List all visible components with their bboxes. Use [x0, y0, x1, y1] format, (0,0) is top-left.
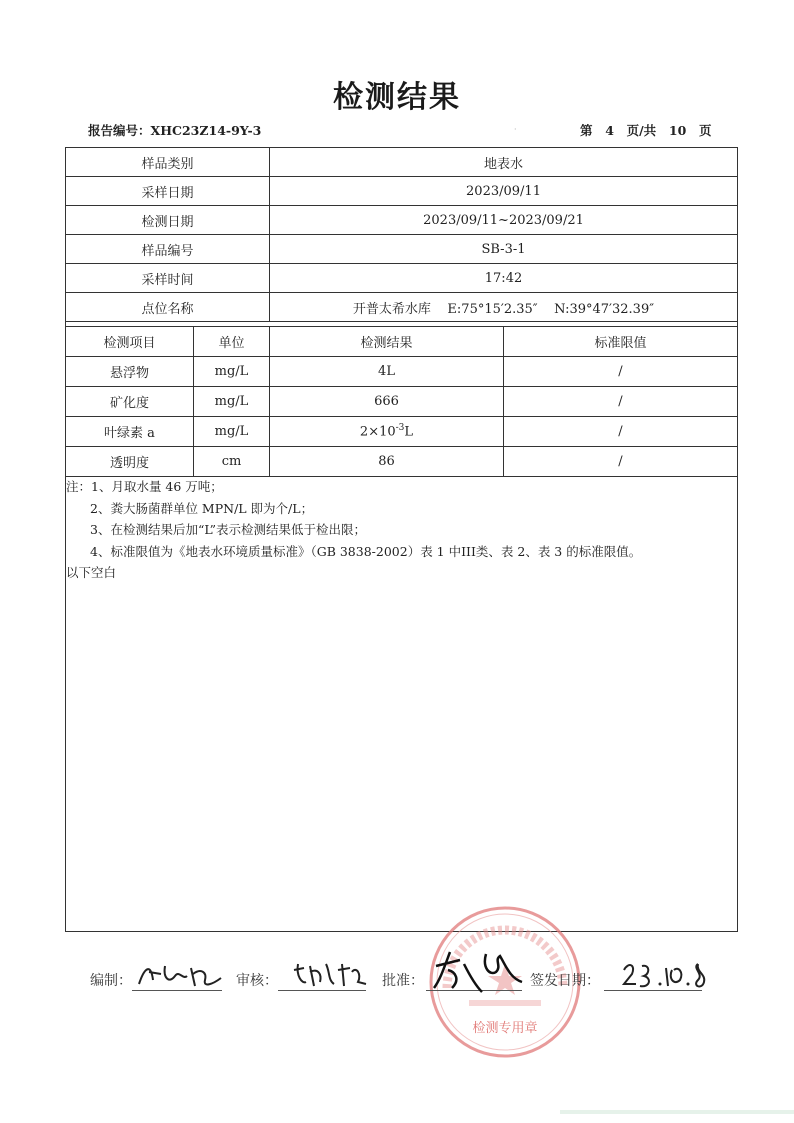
- col-header-limit: 标准限值: [504, 327, 738, 357]
- cell-limit: /: [504, 357, 738, 387]
- sample-info-table: [65, 147, 738, 322]
- info-row: [66, 264, 738, 293]
- reviewed-signature-icon: [290, 958, 370, 994]
- approved-signature-icon: [430, 946, 526, 998]
- seal-text: 检测专用章: [472, 1021, 538, 1036]
- col-header-item: 检测项目: [66, 327, 194, 357]
- page-indicator: 第 4 页/共 10 页: [580, 123, 712, 138]
- cell-result: 86: [270, 447, 504, 477]
- table-row: [66, 417, 738, 447]
- note-line: 2、粪大肠菌群单位 MPN/L 即为个/L；: [90, 500, 314, 516]
- info-label: 检测日期: [66, 206, 270, 235]
- info-label: 采样日期: [66, 177, 270, 206]
- cell-limit: /: [504, 417, 738, 447]
- cell-unit: mg/L: [194, 357, 270, 387]
- cell-item: 悬浮物: [66, 357, 194, 387]
- cell-result: [270, 417, 504, 447]
- page-title: 检测结果: [333, 80, 461, 115]
- note-line: 3、在检测结果后加“L”表示检测结果低于检出限；: [90, 522, 367, 537]
- info-label: 点位名称: [66, 293, 270, 322]
- info-row: [66, 293, 738, 322]
- info-label: 采样时间: [66, 264, 270, 293]
- cell-result: 4L: [270, 357, 504, 387]
- report-number-value: XHC23Z14-9Y-3: [150, 123, 262, 138]
- signature-row: [0, 964, 794, 1004]
- cell-item: 叶绿素 a: [66, 417, 194, 447]
- table-row: [66, 387, 738, 417]
- info-row: [66, 235, 738, 264]
- results-table: [65, 326, 738, 477]
- cell-limit: /: [504, 387, 738, 417]
- cell-item: 矿化度: [66, 387, 194, 417]
- result-exponent: -3: [395, 423, 405, 434]
- info-value: 17:42: [270, 264, 738, 293]
- cell-unit: mg/L: [194, 387, 270, 417]
- cell-result: 666: [270, 387, 504, 417]
- note-line: 注：1、月取水量 46 万吨；: [66, 479, 223, 494]
- col-header-unit: 单位: [194, 327, 270, 357]
- report-number: [88, 121, 261, 139]
- prepared-by-label: 编制：: [90, 973, 132, 989]
- info-value: SB-3-1: [270, 235, 738, 264]
- note-line: 4、标准限值为《地表水环境质量标准》（GB 3838-2002）表 1 中III类、表 2、表 3 的标准限值。: [90, 543, 642, 559]
- report-number-label: 报告编号：: [88, 123, 151, 138]
- cell-item: 透明度: [66, 447, 194, 477]
- table-row: [66, 357, 738, 387]
- scan-artifact: [560, 1110, 794, 1114]
- table-row: [66, 447, 738, 477]
- info-label: 样品类别: [66, 148, 270, 177]
- blank-below-note: 以下空白: [66, 565, 117, 580]
- info-label: 样品编号: [66, 235, 270, 264]
- prepared-signature-icon: [135, 958, 225, 994]
- scan-speck: ·: [514, 125, 517, 134]
- cell-unit: mg/L: [194, 417, 270, 447]
- issue-date-label: 签发日期：: [530, 973, 600, 989]
- approved-by-label: 批准：: [382, 973, 424, 989]
- info-row: [66, 206, 738, 235]
- info-value: 地表水: [270, 148, 738, 177]
- notes-section: [66, 476, 726, 584]
- info-value: 开普太希水库 E:75°15′2.35″ N:39°47′32.39″: [270, 293, 738, 322]
- result-suffix: L: [404, 424, 414, 440]
- info-row: [66, 177, 738, 206]
- issue-date-handwriting-icon: [618, 956, 708, 996]
- result-base: 2×10: [359, 424, 396, 440]
- info-row: [66, 148, 738, 177]
- results-header-row: [66, 327, 738, 357]
- reviewed-by-label: 审核：: [236, 973, 278, 989]
- cell-unit: cm: [194, 447, 270, 477]
- cell-limit: /: [504, 447, 738, 477]
- col-header-result: 检测结果: [270, 327, 504, 357]
- info-value: 2023/09/11~2023/09/21: [270, 206, 738, 235]
- info-value: 2023/09/11: [270, 177, 738, 206]
